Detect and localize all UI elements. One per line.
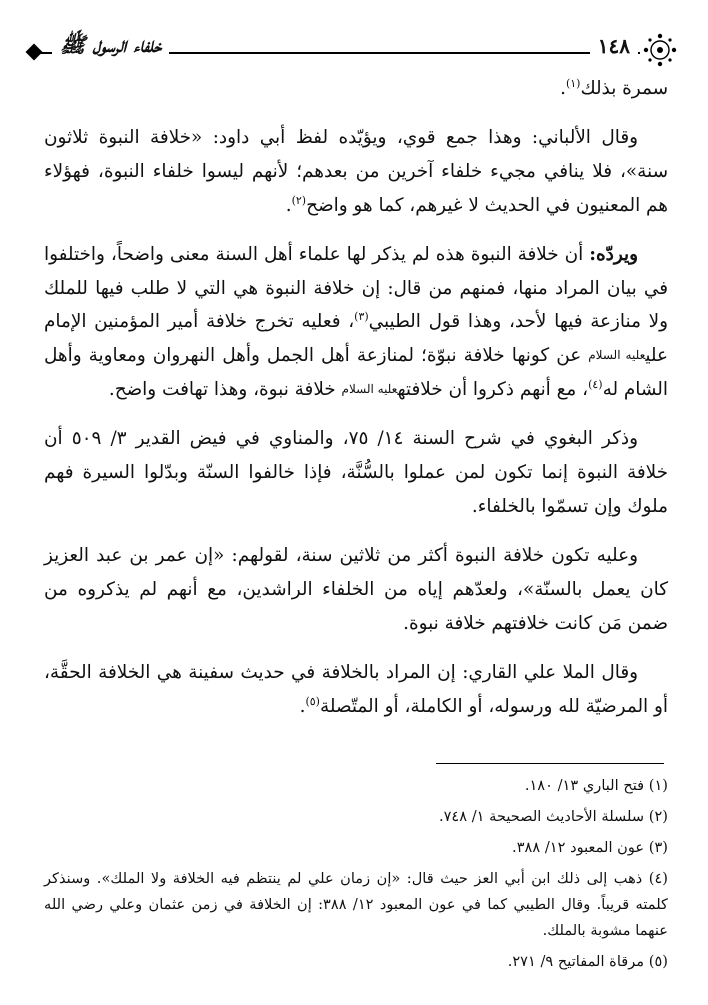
paragraph-umar: وعليه تكون خلافة النبوة أكثر من ثلاثين سنة، لقولهم: «إن عمر بن عبد العزيز كان يعمل بالسنّة»، ولعدّهم إياه من الخلفاء الراشدين، مع أنهم لم يذكروه من ضمن مَن كانت خلافتهم خلافة نبوة. xyxy=(44,544,668,634)
text-run: سمرة بذلك xyxy=(580,78,668,99)
text-run: عن كونها خلافة نبوّة؛ لمنازعة أهل الجمل وأهل النهروان ومعاوية وأهل الشام له xyxy=(44,345,668,401)
paragraph-qari xyxy=(44,656,668,724)
text-run: وقال الملا علي القاري: إن المراد بالخلافة في حديث سفينة هي الخلافة الحقَّة، أو المرضيّة لله ورسوله، أو الكاملة، أو المتّصلة xyxy=(44,661,668,717)
paragraph-baghawi: وذكر البغوي في شرح السنة ١٤/ ٧٥، والمناوي في فيض القدير ٣/ ٥٠٩ أن خلافة النبوة إنما تكون لمن عملوا بالسُّنَّة، فإذا خالفوا السنّة وبدّلوا السيرة فهم ملوك وإن تسمّوا بالخلفاء. xyxy=(44,428,668,518)
footnote-ref-5: (٥) xyxy=(305,694,320,708)
footnote-2: (٢) سلسلة الأحاديث الصحيحة ١/ ٧٤٨. xyxy=(438,808,668,825)
footnotes xyxy=(44,773,668,980)
honorific-mark: عليه السلام xyxy=(341,382,398,397)
text-run: . xyxy=(560,78,566,99)
page-header xyxy=(28,30,680,78)
footnote-4: (٤) ذهب إلى ذلك ابن أبي العز حيث قال: «إن زمان علي لم ينتظم فيه الخلافة ولا الملك». وسنذكر كلمته قريباً. وقال الطيبي كما في عون المعبود ١٢/ ٣٨٨: إن الخلافة في زمن عثمان وعلي رضي الله عنهما مشوبة بالملك. xyxy=(44,870,668,939)
text-run: . xyxy=(299,695,306,717)
paragraph-lead: ويردّه: xyxy=(589,243,638,265)
footnote-ref-3: (٣) xyxy=(354,310,369,324)
paragraph-albani xyxy=(44,121,668,223)
text-run: أن خلافة النبوة هذه لم يذكر لها علماء أهل السنة معنى واضحاً، واختلفوا في بيان المراد منها، فمنهم من قال: إن خلافة النبوة هي التي لا طلب فيها للملك ولا منازعة فيها لأحد، وهذا قول الطيبي xyxy=(44,243,668,333)
footnote-ref-2: (٢) xyxy=(291,193,307,207)
footnote-3: (٣) عون المعبود ١٢/ ٣٨٨. xyxy=(512,839,668,856)
text-run: وقال الألباني: وهذا جمع قوي، ويؤيّده لفظ أبي داود: «خلافة النبوة ثلاثون سنة»، فلا ينافي مجيء خلفاء آخرين من بعدهم؛ لأنهم ليسوا خلفاء النبوة، فهؤلاء هم المعنيون في الحديث لا غيرهم، كما هو واضح xyxy=(44,126,668,216)
main-text xyxy=(44,72,668,724)
footnote-1: (١) فتح الباري ١٣/ ١٨٠. xyxy=(524,777,668,794)
footnote-ref-1: (١) xyxy=(565,76,581,90)
running-title: خلفاء الرسول ﷺ xyxy=(52,32,169,63)
text-run: . xyxy=(285,194,292,216)
diamond-ornament-icon xyxy=(26,44,43,61)
footnote-separator xyxy=(436,763,664,764)
text-run: خلافة نبوة، وهذا تهافت واضح. xyxy=(108,379,342,401)
footnote-ref-4: (٤) xyxy=(588,378,603,392)
paragraph-rebuttal xyxy=(44,238,668,408)
text-run: ، مع أنهم ذكروا أن خلافته xyxy=(397,379,589,401)
floral-ornament-icon xyxy=(640,30,680,70)
honorific-mark: عليه السلام xyxy=(588,348,646,363)
text-run: ، فعليه تخرج خلافة أمير المؤمنين الإمام علي xyxy=(44,311,668,367)
paragraph-continuation xyxy=(44,72,668,106)
footnote-5: (٥) مرقاة المفاتيح ٩/ ٢٧١. xyxy=(507,953,668,970)
page-number: ١٤٨ xyxy=(590,34,638,58)
